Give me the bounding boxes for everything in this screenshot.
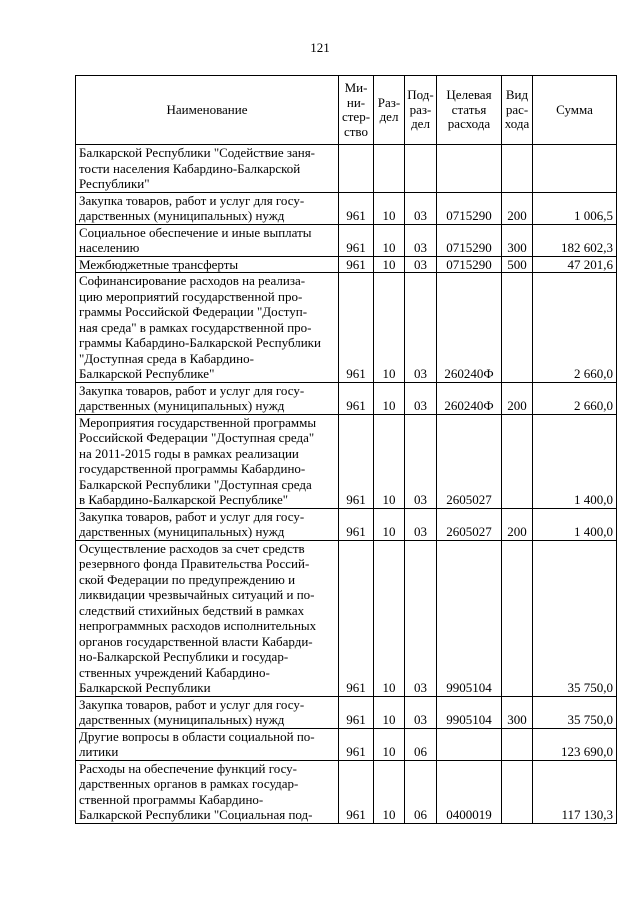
row-ministry: 961 [339,256,374,273]
row-ministry: 961 [339,414,374,508]
row-section: 10 [374,273,405,383]
table-row [76,696,617,728]
row-target-article: 2605027 [437,414,502,508]
row-name-line: Балкарской Республики "Социальная под- [79,807,313,822]
row-subsection: 06 [405,728,437,760]
row-name-line: населению [79,240,140,255]
row-target-article: 9905104 [437,696,502,728]
row-name-line: тости населения Кабардино-Балкарской [79,160,301,176]
row-name-line: ликвидации чрезвычайных ситуаций и по- [79,587,315,602]
row-subsection: 03 [405,382,437,414]
row-expense-type: 200 [502,382,533,414]
row-name-line: Закупка товаров, работ и услуг для госу- [79,382,305,398]
row-name-line: Софинансирование расходов на реализа- [79,273,306,288]
row-name-line: непрограммных расходов исполнительных [79,618,317,633]
header-section: Раз- дел [374,76,405,145]
row-name-line: в Кабардино-Балкарской Республике" [79,492,289,507]
row-sum: 1 400,0 [533,414,617,508]
row-section: 10 [374,224,405,256]
row-section: 10 [374,540,405,696]
row-name [76,382,339,414]
row-target-article: 260240Ф [437,382,502,414]
row-name-line: Российской Федерации "Доступная среда" [79,430,315,445]
row-subsection: 03 [405,414,437,508]
row-expense-type: 200 [502,508,533,540]
row-ministry: 961 [339,540,374,696]
row-target-article: 0715290 [437,256,502,273]
row-subsection: 03 [405,273,437,383]
header-target-article: Целевая статья расхода [437,76,502,145]
table-row [76,728,617,760]
row-ministry: 961 [339,382,374,414]
row-subsection: 03 [405,192,437,224]
row-section: 10 [374,256,405,273]
row-subsection: 03 [405,540,437,696]
row-name-line: Межбюджетные трансферты [79,256,239,272]
row-target-article: 0715290 [437,224,502,256]
row-name [76,273,339,383]
row-name-line: Закупка товаров, работ и услуг для госу- [79,696,305,712]
page-number: 121 [310,40,330,55]
row-name-line: Балкарской Республике" [79,366,215,381]
row-target-article [437,145,502,193]
row-expense-type [502,540,533,696]
row-sum: 182 602,3 [533,224,617,256]
row-name [76,414,339,508]
header-name: Наименование [76,76,339,145]
header-expense-type: Вид рас- хода [502,76,533,145]
row-expense-type: 200 [502,192,533,224]
table-row [76,382,617,414]
row-name-line: Социальное обеспечение и иные выплаты [79,224,312,240]
row-target-article: 2605027 [437,508,502,540]
row-section: 10 [374,192,405,224]
row-sum: 2 660,0 [533,273,617,383]
row-name-line: но-Балкарской Республики и государ- [79,649,289,664]
row-name-line: Балкарской Республики "Содействие заня- [79,145,316,160]
row-section: 10 [374,414,405,508]
row-sum [533,145,617,193]
row-sum: 117 130,3 [533,760,617,823]
row-ministry: 961 [339,728,374,760]
row-name-line: дарственных (муниципальных) нужд [79,398,285,413]
row-expense-type: 500 [502,256,533,273]
row-name-line: граммы Кабардино-Балкарской Республики [79,335,321,350]
row-name-line: ственной программы Кабардино- [79,791,264,807]
row-section: 10 [374,760,405,823]
row-name-line: дарственных (муниципальных) нужд [79,208,285,223]
row-name-line: дарственных органов в рамках государ- [79,776,299,791]
row-name [76,696,339,728]
row-section: 10 [374,382,405,414]
row-name-line: ная среда" в рамках государственной про- [79,319,312,335]
row-name-line: Осуществление расходов за счет средств [79,540,305,556]
row-name-line: дарственных (муниципальных) нужд [79,524,285,539]
header-ministry: Ми- ни- стер- ство [339,76,374,145]
row-ministry: 961 [339,696,374,728]
row-name-line: цию мероприятий государственной про- [79,288,303,304]
row-target-article: 0715290 [437,192,502,224]
row-expense-type: 300 [502,224,533,256]
row-section [374,145,405,193]
table-row [76,256,617,273]
row-target-article [437,728,502,760]
row-name-line: Другие вопросы в области социальной по- [79,728,315,744]
header-subsection: Под- раз- дел [405,76,437,145]
row-sum: 1 400,0 [533,508,617,540]
row-name-line: Балкарской Республики [79,680,211,695]
row-name [76,256,339,273]
row-sum: 35 750,0 [533,540,617,696]
table-row [76,760,617,823]
row-name-line: "Доступная среда в Кабардино- [79,350,254,366]
row-subsection: 03 [405,256,437,273]
row-name [76,760,339,823]
row-subsection: 03 [405,224,437,256]
row-sum: 47 201,6 [533,256,617,273]
row-name-line: Расходы на обеспечение функций госу- [79,760,298,776]
row-name [76,728,339,760]
row-name-line: ской Федерации по предупреждению и [79,571,296,587]
row-ministry: 961 [339,273,374,383]
table-row [76,508,617,540]
row-name [76,192,339,224]
row-name-line: следствий стихийных бедствий в рамках [79,602,305,618]
header-sum: Сумма [533,76,617,145]
table-row [76,145,617,193]
row-name-line: органов государственной власти Кабарди- [79,633,313,649]
row-target-article: 9905104 [437,540,502,696]
row-ministry [339,145,374,193]
table-row [76,414,617,508]
row-subsection: 03 [405,508,437,540]
row-sum: 1 006,5 [533,192,617,224]
budget-table [75,75,617,824]
row-name-line: Мероприятия государственной программы [79,414,317,430]
row-name [76,508,339,540]
row-expense-type [502,414,533,508]
row-sum: 35 750,0 [533,696,617,728]
row-name [76,540,339,696]
row-sum: 123 690,0 [533,728,617,760]
row-expense-type: 300 [502,696,533,728]
row-ministry: 961 [339,192,374,224]
row-name-line: резервного фонда Правительства Россий- [79,556,310,571]
table-row [76,273,617,383]
row-expense-type [502,728,533,760]
row-name [76,224,339,256]
row-subsection: 03 [405,696,437,728]
row-name-line: Балкарской Республики "Доступная среда [79,476,312,492]
table-body [76,145,617,824]
row-ministry: 961 [339,760,374,823]
row-expense-type [502,273,533,383]
table-row [76,192,617,224]
row-name-line: Закупка товаров, работ и услуг для госу- [79,192,305,208]
row-ministry: 961 [339,508,374,540]
row-name-line: государственной программы Кабардино- [79,461,306,476]
row-subsection: 06 [405,760,437,823]
table-row [76,540,617,696]
row-target-article: 260240Ф [437,273,502,383]
row-name-line: дарственных (муниципальных) нужд [79,712,285,727]
row-name-line: литики [79,744,119,759]
row-target-article: 0400019 [437,760,502,823]
row-section: 10 [374,508,405,540]
row-section: 10 [374,696,405,728]
row-name-line: на 2011-2015 годы в рамках реализации [79,445,299,461]
row-expense-type [502,145,533,193]
row-subsection [405,145,437,193]
row-expense-type [502,760,533,823]
row-sum: 2 660,0 [533,382,617,414]
row-name-line: Закупка товаров, работ и услуг для госу- [79,508,305,524]
header-row [76,76,617,145]
row-name [76,145,339,193]
table-row [76,224,617,256]
row-name-line: ственных учреждений Кабардино- [79,664,270,680]
row-name-line: Республики" [79,176,150,191]
row-section: 10 [374,728,405,760]
row-name-line: граммы Российской Федерации "Доступ- [79,304,308,319]
row-ministry: 961 [339,224,374,256]
